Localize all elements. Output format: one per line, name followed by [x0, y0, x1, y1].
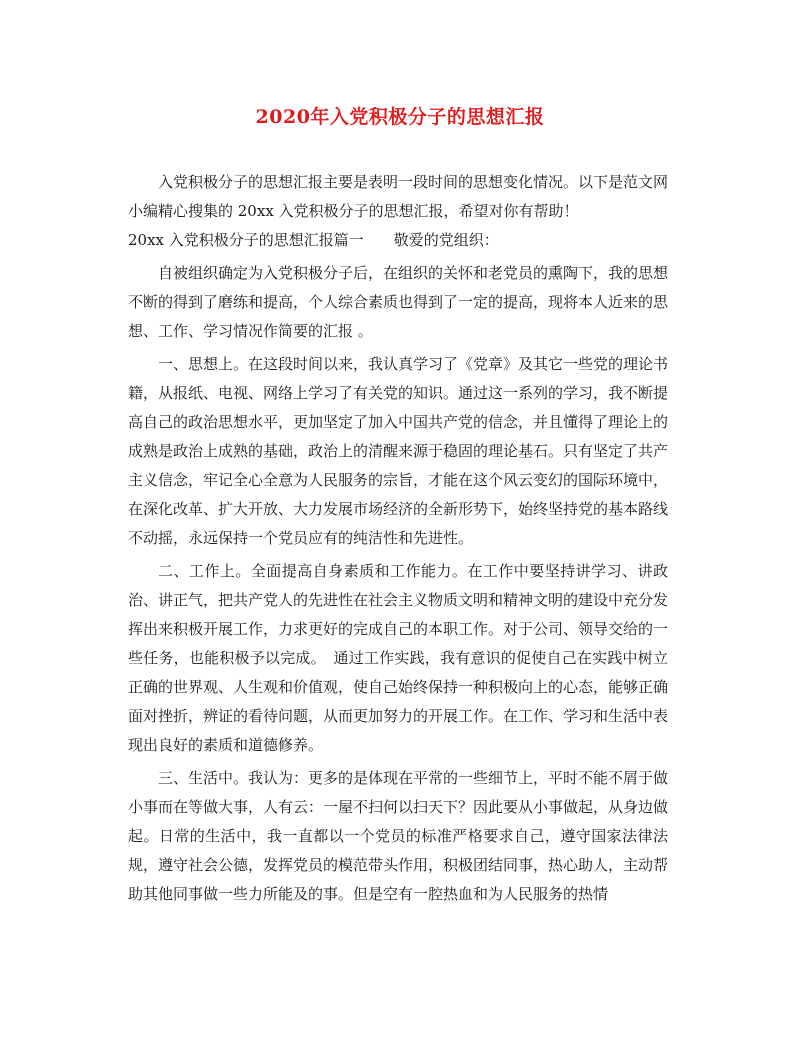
document-title: 2020年入党积极分子的思想汇报: [255, 106, 545, 128]
intro-paragraph: 入党积极分子的思想汇报主要是表明一段时间的思想变化情况。以下是范文网小编精心搜集的 20xx 入党积极分子的思想汇报，希望对你有帮助！: [128, 173, 669, 220]
life-paragraph: 三、生活中。我认为：更多的是体现在平常的一些细节上，平时不能不屑于做小事而在等做大事，人有云：一屋不扫何以扫天下？因此要从小事做起，从身边做起。日常的生活中，我一直都以一个党员的标准严格要求自己，遵守国家法律法规，遵守社会公德，发挥党员的模范带头作用，积极团结同事，热心助人，主动帮助其他同事做一些力所能及的事。但是空有一腔热血和为人民服务的热情: [128, 769, 669, 903]
thought-paragraph: 一、思想上。在这段时间以来，我认真学习了《党章》及其它一些党的理论书籍，从报纸、电视、网络上学习了有关党的知识。通过这一系列的学习，我不断提高自己的政治思想水平，更加坚定了加入中国共产党的信念，并且懂得了理论上的成熟是政治上成熟的基础，政治上的清醒来源于稳固的理论基石。只有坚定了共产主义信念，牢记全心全意为人民服务的宗旨，才能在这个风云变幻的国际环境中，在深化改革、扩大开放、大力发展市场经济的全新形势下，始终坚持党的基本路线不动摇，永远保持一个党员应有的纯洁性和先进性。: [128, 355, 669, 547]
opening-paragraph: 自被组织确定为入党积极分子后，在组织的关怀和老党员的熏陶下，我的思想不断的得到了磨练和提高，个人综合素质也得到了一定的提高，现将本人近来的思想、工作、学习情况作简要的汇报 。: [128, 264, 669, 340]
section-heading: 20xx 入党积极分子的思想汇报篇一 敬爱的党组织：: [128, 231, 499, 249]
document-body: [128, 168, 668, 909]
work-paragraph: 二、工作上。全面提高自身素质和工作能力。在工作中要坚持讲学习、讲政治、讲正气，把共产党人的先进性在社会主义物质文明和精神文明的建设中充分发挥出来积极开展工作，力求更好的完成自己的本职工作。对于公司、领导交给的一些任务，也能积极予以完成。 通过工作实践，我有意识的促使自己在实践中树立正确的世界观、人生观和价值观，使自己始终保持一种积极向上的心态，能够正确面对挫折，辨证的看待问题，从而更加努力的开展工作。在工作、学习和生活中表现出良好的素质和道德修养。: [128, 562, 669, 754]
